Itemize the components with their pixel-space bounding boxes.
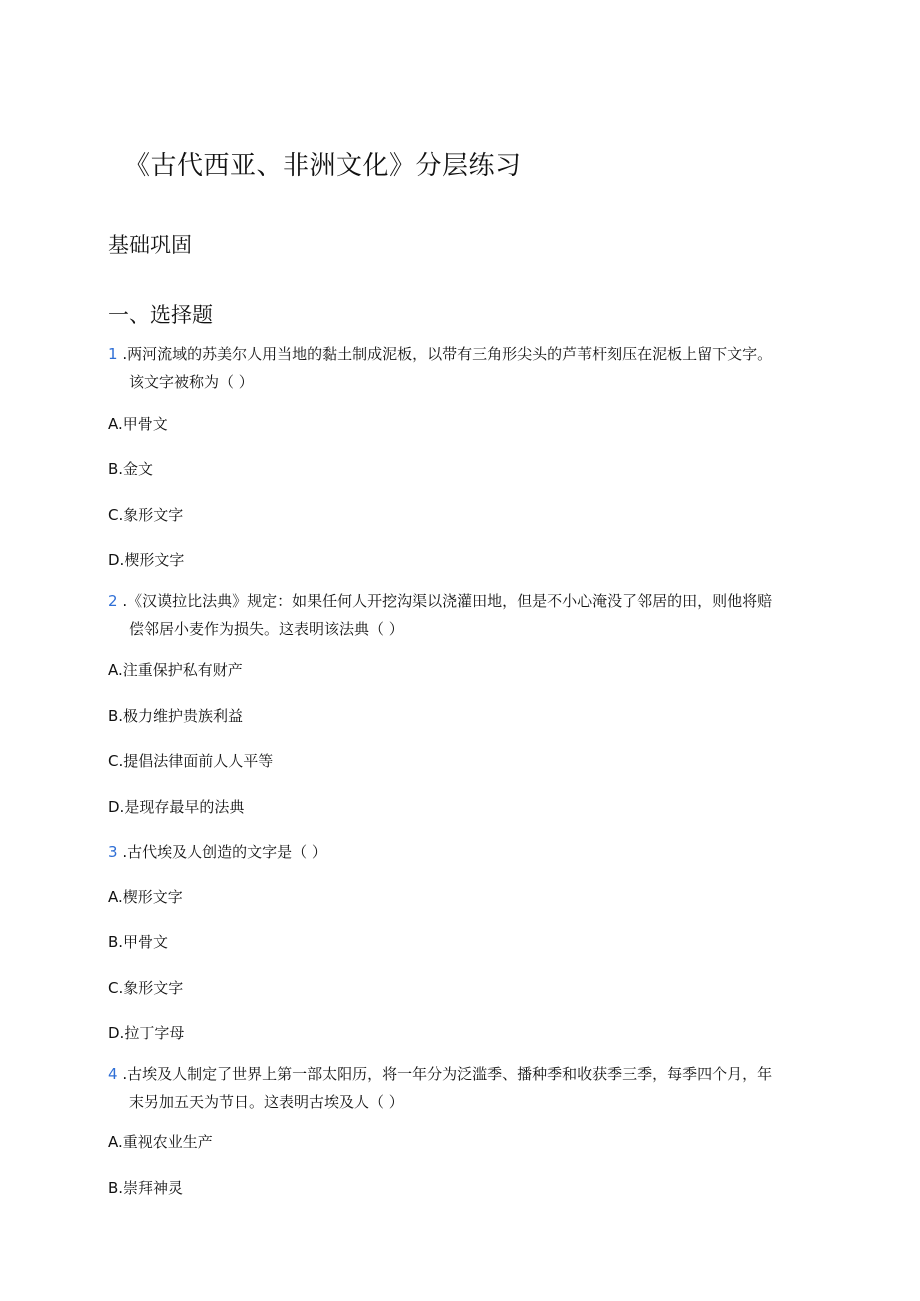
- part-heading: 一、选择题: [108, 303, 213, 327]
- question-4: [108, 1060, 808, 1116]
- question-number: 1: [108, 345, 118, 363]
- question-text-continued: 末另加五天为节日。这表明古埃及人（ ）: [129, 1093, 404, 1111]
- question-number: 3: [108, 843, 118, 861]
- option-c: C.提倡法律面前人人平等: [108, 752, 274, 770]
- option-b: B.崇拜神灵: [108, 1179, 184, 1197]
- question-text: .古埃及人制定了世界上第一部太阳历，将一年分为泛滥季、播种季和收获季三季，每季四个月，年: [117, 1065, 773, 1083]
- question-3: [108, 838, 808, 866]
- option-a: A.楔形文字: [108, 888, 183, 906]
- question-text: .两河流域的苏美尔人用当地的黏土制成泥板，以带有三角形尖头的芦苇杆刻压在泥板上留下文字。: [117, 345, 773, 363]
- option-d: D.拉丁字母: [108, 1024, 185, 1042]
- question-2: [108, 587, 808, 643]
- option-b: B.极力维护贵族利益: [108, 707, 244, 725]
- question-number: 2: [108, 592, 118, 610]
- option-a: A.注重保护私有财产: [108, 661, 243, 679]
- question-text-continued: 偿邻居小麦作为损失。这表明该法典（ ）: [129, 620, 404, 638]
- option-a: A.甲骨文: [108, 415, 168, 433]
- option-b: B.金文: [108, 460, 154, 478]
- question-text-continued: 该文字被称为（ ）: [129, 373, 254, 391]
- question-text: .古代埃及人创造的文字是（ ）: [117, 843, 327, 861]
- page-title: 《古代西亚、非洲文化》分层练习: [124, 151, 522, 181]
- option-d: D.楔形文字: [108, 551, 185, 569]
- option-c: C.象形文字: [108, 979, 184, 997]
- question-text: .《汉谟拉比法典》规定：如果任何人开挖沟渠以浇灌田地，但是不小心淹没了邻居的田，则他将赔: [117, 592, 773, 610]
- option-d: D.是现存最早的法典: [108, 798, 245, 816]
- question-number: 4: [108, 1065, 118, 1083]
- option-a: A.重视农业生产: [108, 1133, 213, 1151]
- section-heading: 基础巩固: [108, 233, 192, 257]
- option-c: C.象形文字: [108, 506, 184, 524]
- question-1: [108, 340, 808, 396]
- option-b: B.甲骨文: [108, 933, 169, 951]
